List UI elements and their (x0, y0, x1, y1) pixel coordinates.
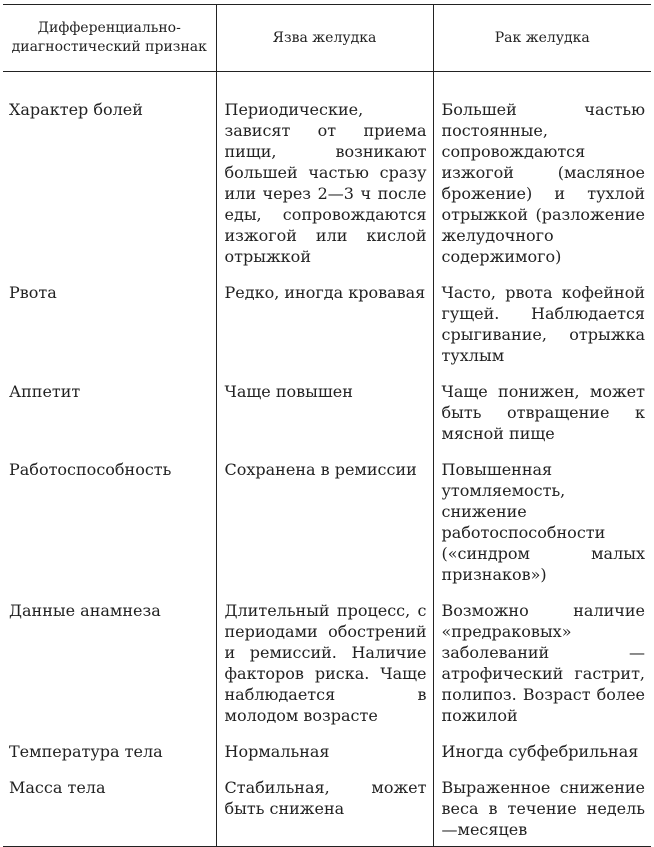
row-cancer: Иногда субфебрильная (433, 741, 651, 777)
row-feature: Температура тела (9, 742, 163, 761)
row-ulcer: Периодические, зависят от приема пищи, возникают большей частью сразу или через 2—3 ч после еды, сопровождаются изжогой или кислой отрыжкой (216, 72, 433, 283)
row-cancer: Выраженное снижение веса в течение недель—месяцев (433, 777, 651, 847)
row-feature: Рвота (9, 283, 57, 302)
row-feature: Данные анамнеза (9, 601, 161, 620)
row-feature: Характер болей (9, 100, 143, 119)
header-cancer: Рак желудка (433, 5, 651, 72)
row-ulcer: Сохранена в ремиссии (216, 459, 433, 600)
row-cancer: Повышенная утомляемость, снижение работоспособности («синдром малых признаков») (433, 459, 651, 600)
table-row (3, 282, 651, 381)
row-feature: Работоспособность (9, 460, 172, 479)
table-row (3, 459, 651, 600)
table-row (3, 741, 651, 777)
row-ulcer: Стабильная, может быть снижена (216, 777, 433, 847)
table-row (3, 600, 651, 741)
row-cancer: Большей частью постоянные, сопровождаются изжогой (масляное брожение) и тухлой отрыжкой (разложение желудочного содержимого) (433, 72, 651, 283)
row-ulcer: Длительный процесс, с периодами обострений и ремиссий. Наличие факторов риска. Чаще наблюдается в молодом возрасте (216, 600, 433, 741)
row-ulcer: Нормальная (216, 741, 433, 777)
row-cancer: Возможно наличие «предраковых» заболеваний — атрофический гастрит, полипоз. Возраст более пожилой (433, 600, 651, 741)
table-header-row (3, 5, 651, 72)
row-cancer: Часто, рвота кофейной гущей. Наблюдается срыгивание, отрыжка тухлым (433, 282, 651, 381)
table-row (3, 777, 651, 847)
differential-diagnosis-table (3, 4, 651, 847)
row-feature: Аппетит (9, 382, 81, 401)
row-cancer: Чаще понижен, может быть отвращение к мясной пище (433, 381, 651, 459)
table-row (3, 381, 651, 459)
header-feature: Дифференциально-диагностический признак (3, 5, 216, 72)
row-ulcer: Редко, иногда кровавая (216, 282, 433, 381)
row-ulcer: Чаще повышен (216, 381, 433, 459)
row-feature: Масса тела (3, 777, 216, 847)
table-row (3, 72, 651, 283)
header-ulcer: Язва желудка (216, 5, 433, 72)
